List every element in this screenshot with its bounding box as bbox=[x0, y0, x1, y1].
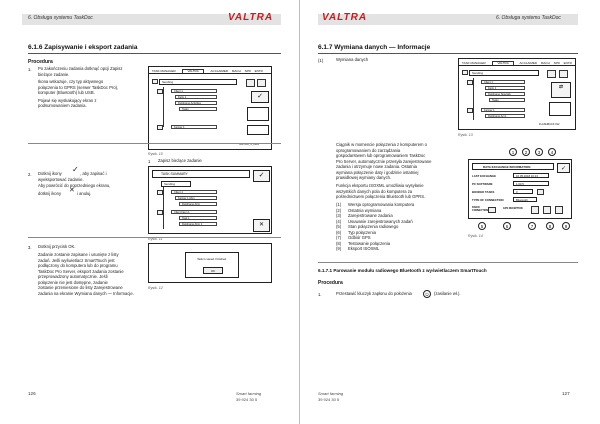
step-text: Ikona wskazuje, czy typ aktywnego bbox=[38, 79, 104, 84]
screen-title-bar bbox=[459, 59, 575, 66]
doc-code: 39 924 30 5 bbox=[318, 397, 340, 402]
step-text: dotknij ikony bbox=[38, 191, 62, 196]
list-text: Stan połączenia radiowego bbox=[348, 224, 399, 229]
tree-row: Fieldname Ahm 1 bbox=[179, 222, 217, 226]
callout-5: 5 bbox=[478, 222, 486, 230]
running-header: 6. Obsługa systemu TaskDoc bbox=[496, 15, 561, 21]
figure-caption: Rysik. 10 bbox=[148, 152, 163, 156]
data-exchange-screenshot bbox=[468, 159, 572, 219]
step-number: 2. bbox=[28, 172, 32, 177]
tab-label: ENTR bbox=[254, 69, 263, 73]
confirm-button[interactable]: ✓ bbox=[557, 163, 570, 173]
last-exchange-value: 10.05.2018 10:13 bbox=[513, 173, 549, 178]
right-page bbox=[300, 0, 600, 424]
radio-status-icon bbox=[488, 207, 496, 213]
screen-footer: FLASHBACK 012 bbox=[539, 123, 560, 126]
step-text: Po zakończeniu zadania dotknąć opcji Zapisz bbox=[38, 66, 123, 71]
valtra-logo: VALTRA bbox=[322, 12, 368, 23]
field-label: BOOKED TASKS bbox=[472, 190, 495, 194]
screen-title: TASK MANAGER bbox=[462, 61, 486, 65]
subsection-divider bbox=[318, 262, 578, 263]
step-text: , aby zapisać i bbox=[80, 171, 107, 176]
step-text: Dotknij przycisk OK. bbox=[38, 244, 76, 249]
body-text: Ciągnik w momencie połączenia z komputerem o bbox=[336, 142, 428, 147]
field-label: PC SOFTWARE bbox=[472, 182, 493, 186]
body-text: Funkcja eksportu ISOXML umożliwia wysyłanie bbox=[336, 183, 424, 188]
client-icon bbox=[157, 89, 163, 94]
step-text: połączenie nie jest dostępne, zadanie bbox=[38, 279, 108, 285]
tree-row: Farmer 1 bbox=[481, 108, 525, 112]
exchange-title: DATA EXCHANGE INFORMATION bbox=[483, 164, 531, 169]
body-text: wszystkich danych pola do komputera za bbox=[336, 188, 413, 194]
tab-label: SPR bbox=[244, 69, 251, 73]
check-icon: ✓ bbox=[72, 165, 79, 174]
record-icon bbox=[547, 70, 556, 78]
delete-tasks-icon[interactable] bbox=[537, 189, 544, 195]
start-field: Sending bbox=[159, 79, 237, 85]
confirm-save-button[interactable]: ✓ bbox=[253, 170, 270, 182]
step-text: Pojawi się wyskakujący ekran z bbox=[38, 97, 97, 103]
step-number: 3. bbox=[28, 245, 32, 250]
client-icon bbox=[157, 190, 163, 195]
booked-tasks-value: 3 bbox=[513, 189, 533, 194]
tree-row: Tasks bbox=[489, 98, 525, 102]
step-text: podłączony do komputera lub do programu bbox=[38, 263, 118, 268]
start-field: Sending bbox=[161, 181, 191, 187]
gps-icon bbox=[555, 206, 563, 214]
page-number: 127 bbox=[562, 391, 570, 396]
section-title: 6.1.7 Wymiana danych — Informacje bbox=[318, 44, 431, 51]
client-icon bbox=[157, 210, 163, 215]
step-text: (zasilanie wł.). bbox=[434, 291, 461, 296]
list-number: (6) bbox=[336, 229, 342, 235]
step-text: TaskDoc Pro Server, eksport zadania zostanie bbox=[38, 268, 124, 274]
data-exchange-button[interactable]: ⇄ bbox=[551, 82, 571, 98]
list-number: (1) bbox=[336, 202, 342, 207]
side-panel bbox=[247, 125, 269, 135]
tree-row: Client 1 bbox=[481, 80, 525, 84]
dialog-message: Task is saved. Finished. bbox=[197, 257, 227, 261]
tree-row: Fieldname Ahm bbox=[179, 202, 217, 206]
field-label: LAST EXCHANGE bbox=[472, 174, 496, 178]
ok-button[interactable]: OK bbox=[203, 267, 223, 274]
truck-icon bbox=[462, 70, 468, 75]
body-text: Pro Server, automatycznie przesyła zarejestrowane bbox=[336, 158, 432, 164]
summary-title-bar bbox=[152, 170, 250, 178]
tree-row: Client 1 bbox=[171, 190, 217, 194]
tree-row: Farmer 1 Ahm bbox=[175, 196, 217, 200]
list-number: (2) bbox=[336, 207, 342, 213]
step-text: i anuluj. bbox=[77, 191, 92, 196]
callout-2: 2 bbox=[522, 148, 530, 156]
callout-4: 4 bbox=[548, 148, 556, 156]
callout-1: 1 bbox=[509, 148, 517, 156]
truck-icon bbox=[152, 79, 158, 84]
close-icon: ✕ bbox=[69, 187, 75, 194]
tab-label: ACCLAIMED bbox=[210, 69, 229, 73]
procedure-heading: Procedura bbox=[318, 280, 343, 286]
list-text: Eksport ISOXML bbox=[348, 246, 380, 251]
step-text: Dotknij ikony bbox=[38, 171, 62, 176]
gps-reception-label: GPS RECEPTION bbox=[503, 207, 523, 210]
step-divider bbox=[28, 237, 281, 238]
list-number: (3) bbox=[336, 213, 342, 218]
screen-title: TASK MANAGER bbox=[152, 69, 176, 73]
list-number: (9) bbox=[336, 246, 342, 251]
pause-icon bbox=[257, 79, 266, 87]
figure-caption: Rysik. 12 bbox=[148, 286, 163, 290]
screen-title-bar bbox=[149, 67, 271, 74]
tree-line bbox=[163, 187, 164, 229]
list-text: Testowanie połączenia bbox=[348, 240, 391, 246]
task-manager-screenshot bbox=[458, 58, 576, 130]
step-number: 1. bbox=[318, 292, 322, 297]
callout-9: 9 bbox=[562, 222, 570, 230]
section-rule bbox=[28, 53, 281, 54]
client-icon bbox=[467, 108, 473, 113]
field-label: TYPE OF CONNECTION bbox=[472, 198, 504, 202]
save-task-button[interactable]: ✓ bbox=[251, 91, 269, 103]
record-icon bbox=[246, 79, 255, 87]
body-text: prawidłowej wymiany danych. bbox=[336, 175, 392, 180]
tree-row: Farmer 1 bbox=[171, 125, 217, 129]
callout-6: 6 bbox=[503, 222, 511, 230]
callout-8: 8 bbox=[546, 222, 554, 230]
tree-row: Client 1 bbox=[171, 89, 217, 93]
section-title: 6.1.6 Zapisywanie i eksport zadania bbox=[28, 44, 138, 51]
exchange-title-bar bbox=[472, 163, 554, 170]
footer-text: Smart farming bbox=[318, 391, 344, 396]
tab-label: MACH bbox=[231, 69, 241, 73]
subsection-title: 6.1.7.1 Parowanie modułu radiowego Bluetooth z wyświetlaczem SmartTouch bbox=[318, 268, 487, 273]
ignition-key-icon: ⏻ bbox=[423, 290, 431, 298]
step-text: Zadanie zostanie zapisane i usunięte z listy bbox=[38, 252, 119, 257]
step-text: bieżące zadanie. bbox=[38, 71, 70, 77]
tree-row: Tasks bbox=[179, 107, 217, 111]
machine-dropdown: VALTRA bbox=[492, 61, 513, 66]
tree-row: Farm 1 bbox=[175, 95, 217, 99]
start-field: Sending bbox=[469, 70, 539, 76]
tree-row: Task 1 bbox=[179, 216, 217, 220]
summary-title: TASK SUMMARY bbox=[161, 171, 188, 176]
step-text: zadań. Jeśli wyświetlacz SmartTouch jest bbox=[38, 257, 115, 263]
figure-caption: Rysik. 13 bbox=[458, 133, 473, 137]
step-text: wyeksportować zadanie. bbox=[38, 177, 84, 182]
list-text: Typ połączenia bbox=[348, 229, 376, 235]
tab-label: MACH bbox=[540, 61, 550, 65]
result-number: 1 bbox=[148, 159, 151, 164]
step-text: Przestawić kluczyk zapłonu do położenia bbox=[336, 291, 412, 296]
callout-7: 7 bbox=[528, 222, 536, 230]
task-summary-screenshot bbox=[148, 166, 272, 234]
list-number: (4) bbox=[336, 218, 342, 224]
client-icon bbox=[157, 125, 163, 130]
page-number: 126 bbox=[28, 391, 36, 396]
doc-code: 39 924 30 5 bbox=[236, 397, 258, 402]
list-text: Ostatnia wymiana bbox=[348, 207, 382, 213]
figure-caption: Rysik. 14 bbox=[468, 234, 483, 238]
list-text: Odbiór GPS bbox=[348, 235, 371, 240]
body-text: oprogramowaniem do zarządzania bbox=[336, 147, 401, 153]
client-icon bbox=[467, 80, 473, 85]
step-text: zadania na ekranie Wymiana danych — Informacje. bbox=[38, 290, 134, 296]
pc-software-value: 1.00.5 bbox=[513, 181, 549, 186]
step-text: połączenia to GPRS (serwer TaskDoc Pro), bbox=[38, 84, 119, 90]
list-number: (8) bbox=[336, 240, 342, 246]
list-text: Usuwanie zarejestrowanych zadań bbox=[348, 218, 413, 224]
intro-number: (1) bbox=[318, 58, 324, 63]
body-text: pośrednictwem połączenia Bluetooth lub GPRS. bbox=[336, 194, 426, 199]
body-text: wymiana połączenie daty i godzinie ostatniej bbox=[336, 169, 419, 175]
pause-icon bbox=[559, 70, 568, 78]
cancel-button[interactable]: ✕ bbox=[253, 219, 270, 232]
list-number: (7) bbox=[336, 235, 342, 240]
list-text: Wersja oprogramowania komputera bbox=[348, 202, 415, 207]
tree-row: Fieldname Act 1 bbox=[485, 114, 525, 118]
step-number: 1. bbox=[28, 67, 32, 72]
running-header: 6. Obsługa systemu TaskDoc bbox=[28, 15, 93, 21]
tree-row: Fieldname Activities bbox=[175, 101, 217, 105]
valtra-logo: VALTRA bbox=[228, 12, 274, 23]
step-text: zostanie przeniesione do listy Zarejestrowane bbox=[38, 285, 123, 290]
task-saved-screenshot bbox=[148, 243, 272, 283]
body-text: zadania i otrzymuje nowe zadania. Ostatnia bbox=[336, 164, 418, 169]
procedure-heading: Procedura bbox=[28, 59, 53, 65]
screen-footer: VALTRA_S_2020 bbox=[239, 143, 260, 146]
tree-row: Client Farm 1 bbox=[171, 210, 217, 214]
list-number: (5) bbox=[336, 224, 342, 229]
step-text: komputer (Bluetooth) lub USB. bbox=[38, 90, 95, 95]
task-manager-screenshot bbox=[148, 66, 272, 150]
intro-text: Wymiana danych bbox=[336, 57, 369, 62]
radio-connection-label: RADIO CONNECTION bbox=[472, 206, 489, 212]
step-text: Aby powrócić do poprzedniego ekranu, bbox=[38, 183, 111, 188]
step-text: przeprowadzony automatycznie. Jeśli bbox=[38, 274, 108, 279]
tree-row: Fieldname Specials bbox=[485, 92, 525, 96]
step-text: podsumowaniem zadania. bbox=[38, 103, 87, 108]
section-rule bbox=[318, 53, 578, 54]
saved-dialog bbox=[185, 252, 239, 278]
tree-line bbox=[163, 87, 164, 127]
tab-label: SPR bbox=[553, 61, 560, 65]
figure-caption: Rysik. 11 bbox=[148, 237, 163, 241]
body-text: gospodarstwem lub oprogramowaniem TaskDoc bbox=[336, 153, 426, 158]
test-connection-icon[interactable] bbox=[531, 206, 539, 214]
callout-3: 3 bbox=[535, 148, 543, 156]
result-label: Zapisz bieżące zadanie bbox=[158, 158, 202, 163]
connection-type-value: Bluetooth bbox=[513, 197, 537, 202]
tree-line bbox=[473, 78, 474, 120]
tab-label: ACCLAIMED bbox=[519, 61, 538, 65]
list-text: Zarejestrowane zadania bbox=[348, 213, 393, 218]
side-panel bbox=[247, 107, 269, 121]
footer-text: Smart farming bbox=[236, 391, 262, 396]
side-panel bbox=[549, 102, 571, 116]
step-divider bbox=[28, 143, 281, 144]
machine-dropdown: VALTRA bbox=[182, 69, 203, 74]
tab-label: ENTR bbox=[563, 61, 572, 65]
tree-row: Farm 1 bbox=[485, 86, 525, 90]
export-isoxml-icon[interactable] bbox=[543, 206, 551, 214]
